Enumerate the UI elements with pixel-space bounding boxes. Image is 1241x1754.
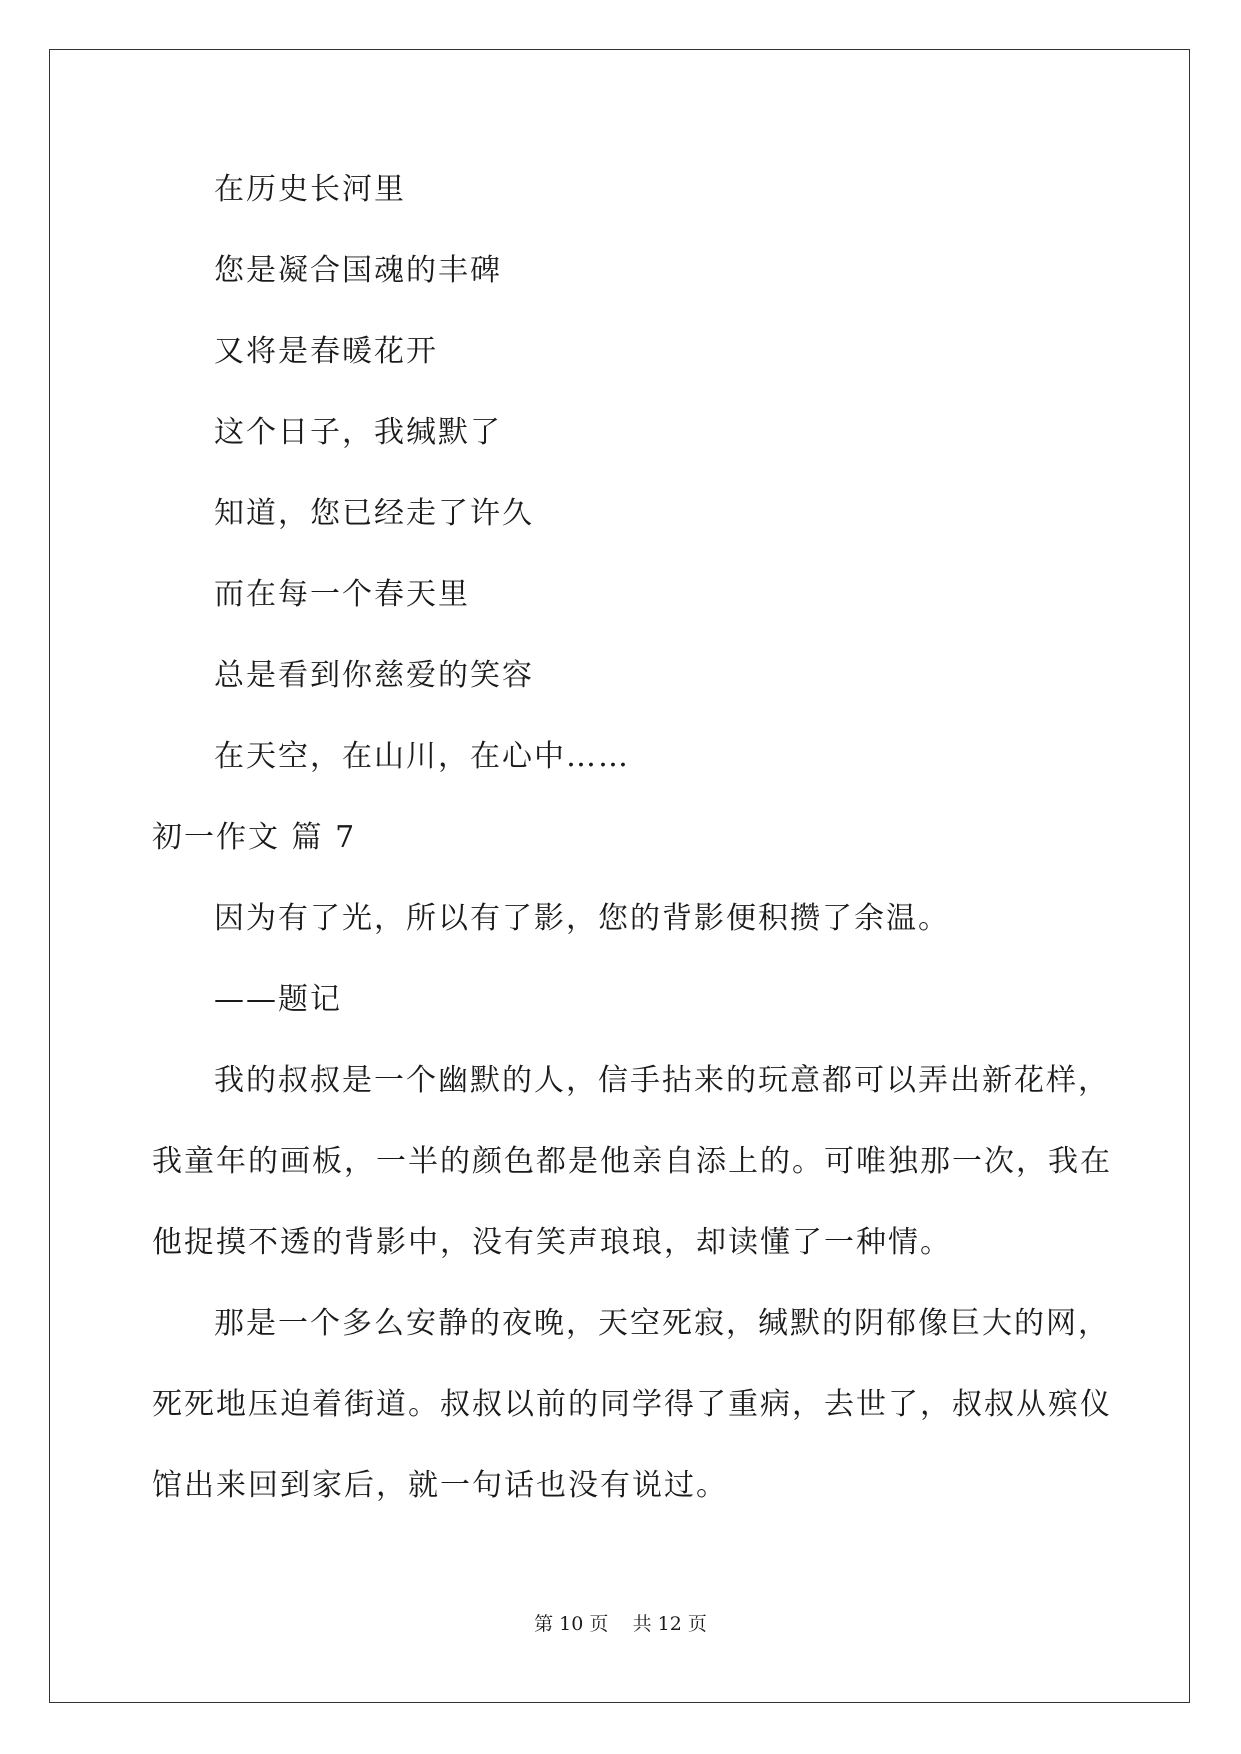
page-total: 共 12 页 (632, 1613, 707, 1635)
epigraph: 因为有了光，所以有了影，您的背影便积攒了余温。 (214, 901, 950, 936)
paragraph-line: 那是一个多么安静的夜晚，天空死寂，缄默的阴郁像巨大的网， (214, 1306, 1110, 1341)
poem-line: 在天空，在山川，在心中…… (214, 739, 630, 774)
paragraph-line: 我的叔叔是一个幽默的人，信手拈来的玩意都可以弄出新花样， (214, 1063, 1110, 1098)
section-heading: 初一作文 篇 7 (152, 820, 357, 855)
page-number: 第 10 页 (534, 1613, 609, 1635)
poem-line: 在历史长河里 (214, 172, 406, 207)
epigraph-attribution: ——题记 (214, 982, 342, 1017)
paragraph-line: 他捉摸不透的背影中，没有笑声琅琅，却读懂了一种情。 (152, 1225, 952, 1260)
poem-line: 这个日子，我缄默了 (214, 415, 502, 450)
page-footer (0, 1612, 1241, 1636)
paragraph-line: 死死地压迫着街道。叔叔以前的同学得了重病，去世了，叔叔从殡仪 (152, 1387, 1112, 1422)
poem-line: 总是看到你慈爱的笑容 (214, 658, 534, 693)
poem-line: 知道，您已经走了许久 (214, 496, 534, 531)
page-border (49, 49, 1190, 1703)
poem-line: 您是凝合国魂的丰碑 (214, 253, 502, 288)
paragraph-line: 我童年的画板，一半的颜色都是他亲自添上的。可唯独那一次，我在 (152, 1144, 1112, 1179)
paragraph-line: 馆出来回到家后，就一句话也没有说过。 (152, 1468, 728, 1503)
poem-line: 又将是春暖花开 (214, 334, 438, 369)
poem-line: 而在每一个春天里 (214, 577, 470, 612)
